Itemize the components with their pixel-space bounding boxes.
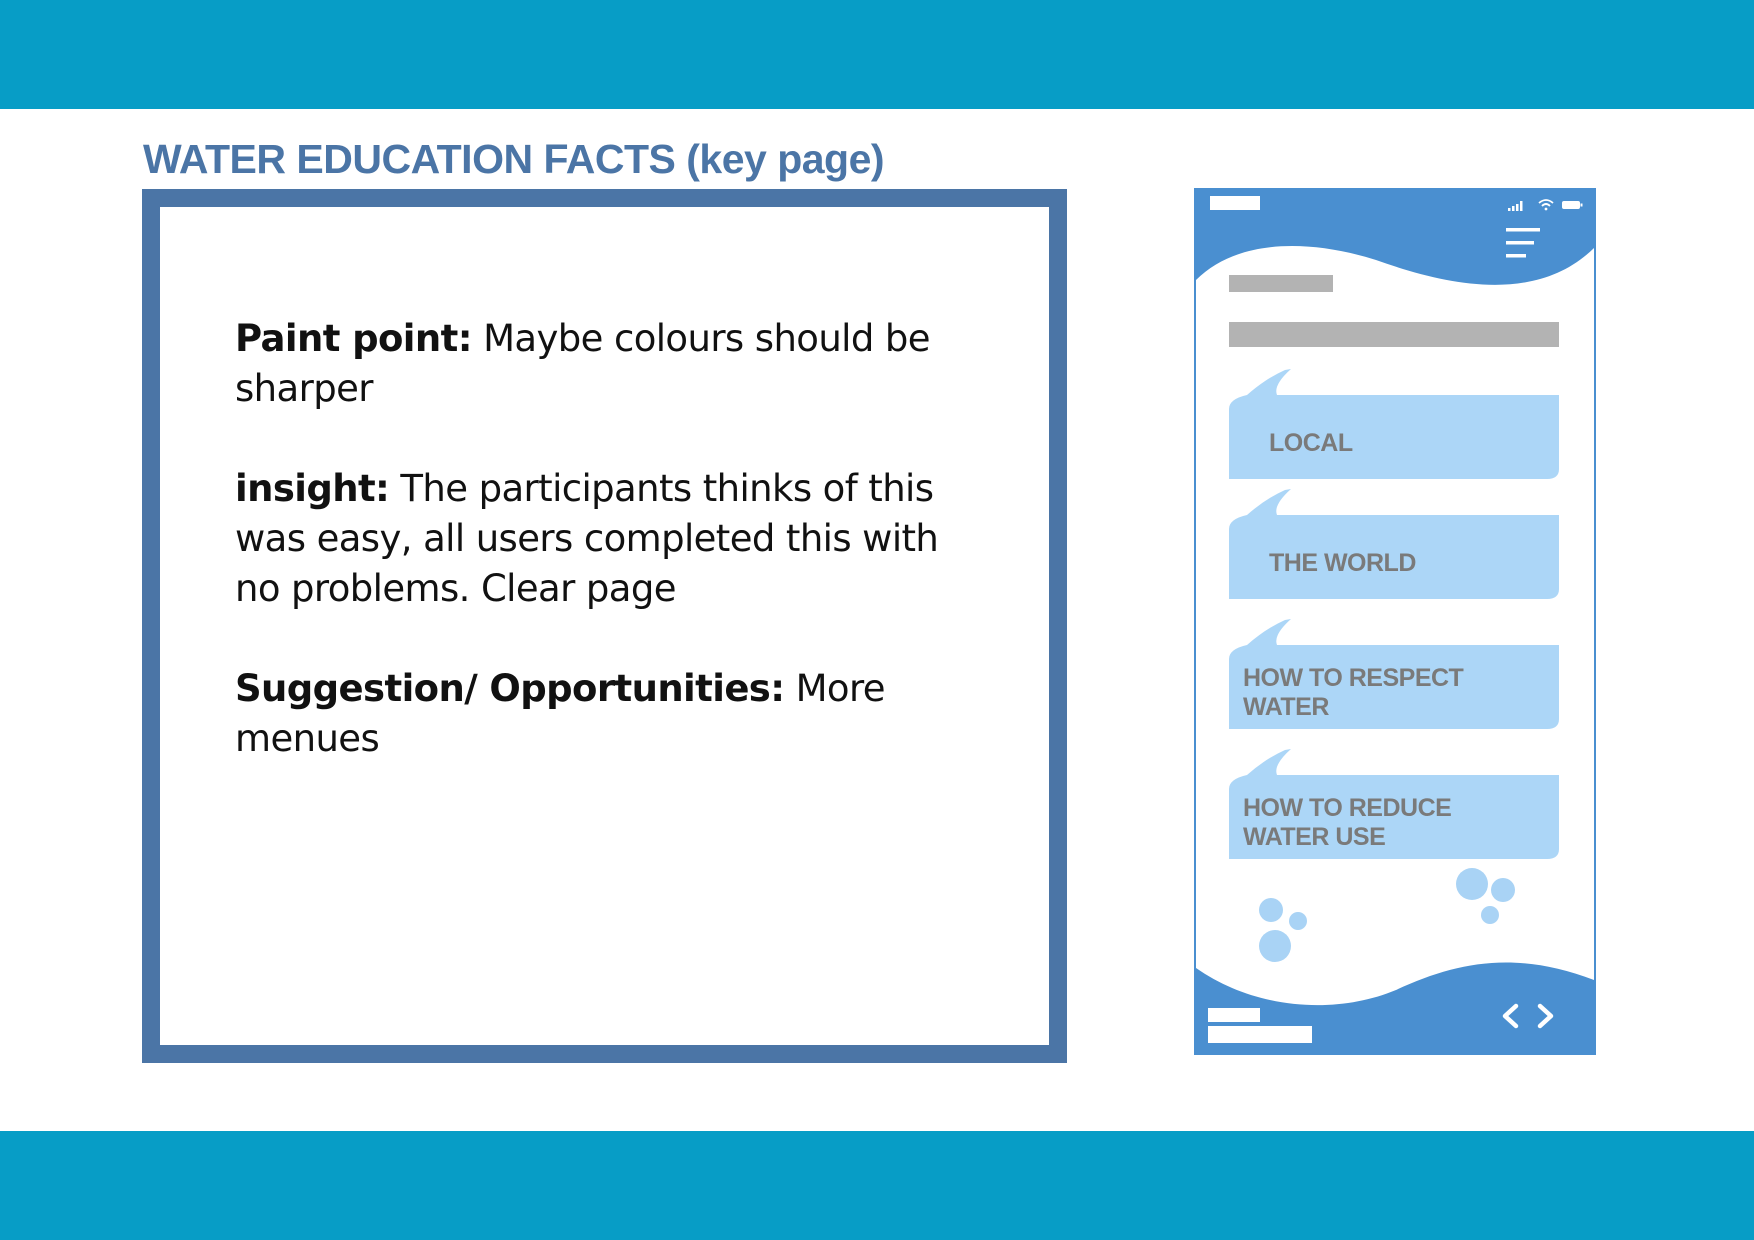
- menu-item-label: HOW TO RESPECT WATER: [1243, 664, 1464, 721]
- chevron-left-icon[interactable]: [1496, 1000, 1524, 1032]
- menu-item-local[interactable]: [1229, 365, 1559, 480]
- water-bubble: [1456, 868, 1488, 900]
- note-text: The participants thinks of this was easy, all users completed this with no problems. Clear page: [235, 467, 939, 610]
- signal-icon: [1508, 201, 1523, 211]
- menu-item-how-to-respect-water[interactable]: [1229, 615, 1559, 730]
- status-time-placeholder: [1210, 196, 1260, 210]
- note-text: Maybe colours should be sharper: [235, 317, 930, 410]
- note-heading: Paint point:: [235, 317, 472, 360]
- notes-panel: [142, 189, 1067, 1063]
- note-heading: insight:: [235, 467, 390, 510]
- menu-item-label: HOW TO REDUCE WATER USE: [1243, 794, 1452, 851]
- menu-item-label: THE WORLD: [1269, 548, 1416, 577]
- water-bubble: [1259, 930, 1291, 962]
- note-heading: Suggestion/ Opportunities:: [235, 667, 785, 710]
- bottom-banner: [0, 1131, 1754, 1240]
- menu-item-the-world[interactable]: [1229, 485, 1559, 600]
- status-icons: [1508, 198, 1584, 212]
- phone-mockup: [1194, 188, 1596, 1055]
- note-suggestion: [235, 664, 975, 764]
- water-bubble: [1259, 898, 1283, 922]
- menu-item-label: LOCAL: [1269, 428, 1353, 457]
- footer-placeholder: [1208, 1026, 1312, 1043]
- water-bubble: [1491, 878, 1515, 902]
- wifi-icon: [1539, 200, 1553, 210]
- chevron-right-icon[interactable]: [1532, 1000, 1560, 1032]
- top-banner: [0, 0, 1754, 109]
- note-insight: [235, 464, 975, 614]
- note-text: More menues: [235, 667, 885, 760]
- note-pain-point: [235, 314, 975, 414]
- heading-placeholder: [1229, 275, 1333, 292]
- hamburger-menu-icon[interactable]: [1506, 226, 1540, 262]
- water-bubble: [1289, 912, 1307, 930]
- menu-item-how-to-reduce-water-use[interactable]: [1229, 745, 1559, 860]
- water-bubble: [1481, 906, 1499, 924]
- footer-placeholder: [1208, 1008, 1260, 1022]
- page-title: WATER EDUCATION FACTS (key page): [143, 136, 885, 182]
- subheading-placeholder: [1229, 322, 1559, 347]
- battery-icon: [1562, 201, 1583, 209]
